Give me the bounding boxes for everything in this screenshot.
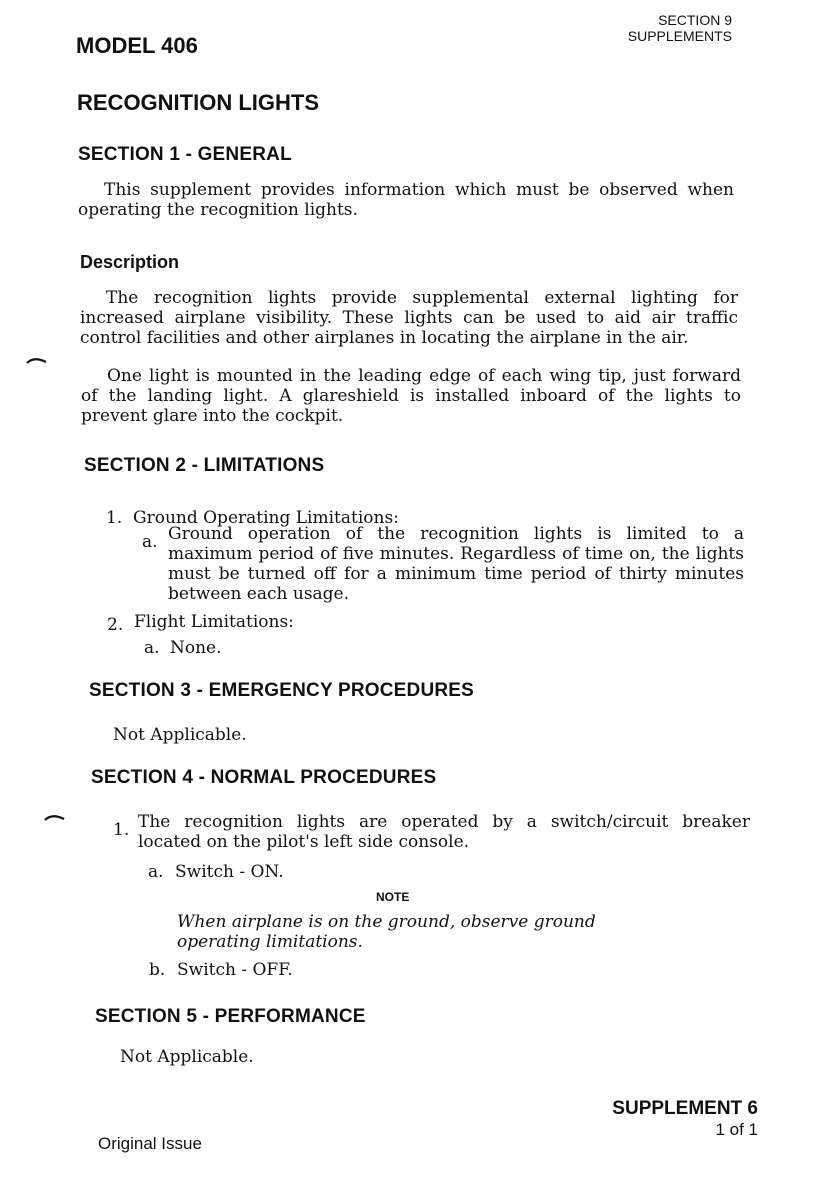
header-section-label: [600, 12, 732, 44]
issue-label: Original Issue: [98, 1134, 202, 1153]
description-heading: Description: [80, 252, 180, 272]
limitation-item1: Ground Operating Limitations:: [133, 508, 399, 528]
section3-heading: SECTION 3 - EMERGENCY PROCEDURES: [89, 680, 475, 701]
description-para1: The recognition lights provide supplemental external lighting for increased airplane visibility. These lights can be used to aid air traffic control facilities and other airplanes in locating the airplane in the air.: [80, 288, 738, 348]
procedure-item1a-letter: a.: [148, 862, 164, 882]
note-label: NOTE: [376, 890, 410, 904]
section4-heading: SECTION 4 - NORMAL PROCEDURES: [91, 767, 437, 788]
page-title: RECOGNITION LIGHTS: [77, 90, 319, 115]
limitation-item2a-letter: a.: [144, 638, 160, 658]
header-section-number: SECTION 9: [658, 12, 732, 28]
limitation-item1a: Ground operation of the recognition lights is limited to a maximum period of five minutes. Regardless of time on, the lights must be turned off for a minimum time period of thirty minutes between each usage.: [168, 524, 744, 604]
revision-mark-icon: [26, 356, 48, 364]
procedure-item1a: Switch - ON.: [175, 862, 284, 882]
limitation-item2-number: 2.: [107, 615, 124, 635]
section3-text: Not Applicable.: [113, 725, 247, 745]
header-supplements-label: SUPPLEMENTS: [627, 28, 732, 44]
revision-mark-icon: [44, 813, 66, 821]
model-title: MODEL 406: [76, 33, 198, 58]
note-text: When airplane is on the ground, observe ground operating limitations.: [177, 912, 596, 952]
section1-heading: SECTION 1 - GENERAL: [78, 144, 292, 165]
limitation-item1a-letter: a.: [142, 532, 158, 552]
limitation-item2a: None.: [170, 638, 222, 658]
description-para2: One light is mounted in the leading edge of each wing tip, just forward of the landing light. A glareshield is installed inboard of the lights to prevent glare into the cockpit.: [81, 366, 741, 426]
procedure-item1: The recognition lights are operated by a switch/circuit breaker located on the pilot's left side console.: [138, 812, 750, 852]
supplement-footer: [612, 1098, 758, 1140]
limitation-item2: Flight Limitations:: [134, 612, 294, 632]
page-number: 1 of 1: [715, 1120, 758, 1139]
section5-heading: SECTION 5 - PERFORMANCE: [95, 1006, 366, 1027]
limitation-item1-number: 1.: [106, 508, 123, 528]
section1-intro: This supplement provides information which must be observed when operating the recognition lights.: [78, 180, 734, 220]
section2-heading: SECTION 2 - LIMITATIONS: [84, 455, 325, 476]
procedure-item1-number: 1.: [113, 820, 130, 840]
supplement-number: SUPPLEMENT 6: [612, 1098, 758, 1119]
procedure-item1b: Switch - OFF.: [177, 960, 293, 980]
procedure-item1b-letter: b.: [149, 960, 166, 980]
section5-text: Not Applicable.: [120, 1047, 254, 1067]
